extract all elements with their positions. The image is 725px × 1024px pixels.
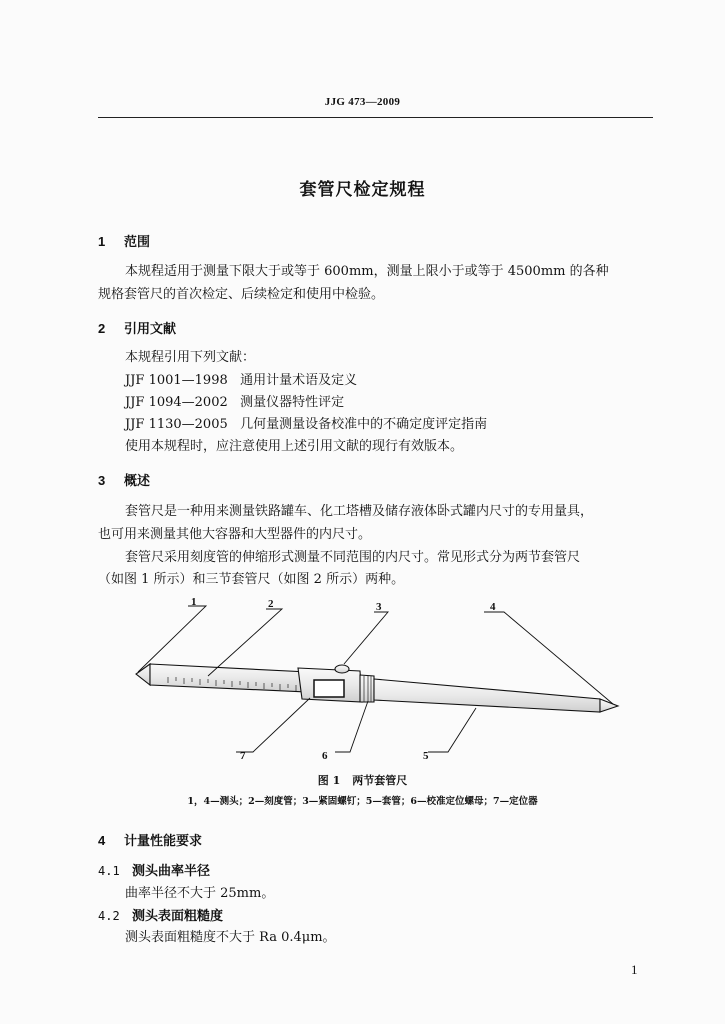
reference-name: 几何量测量设备校准中的不确定度评定指南 <box>240 417 488 432</box>
figure-caption <box>0 772 725 788</box>
figure-label-1: 1 <box>191 596 197 608</box>
document-title: 套管尺检定规程 <box>299 180 426 200</box>
section-title: 引用文献 <box>124 322 177 337</box>
subsection-4-2-heading <box>98 907 223 926</box>
page-header: JJG 473—2009 <box>324 96 401 108</box>
reference-name: 通用计量术语及定义 <box>240 373 358 388</box>
figure-label-6: 6 <box>322 750 328 762</box>
fastening-screw <box>335 665 349 673</box>
telescoping-rod-drawing <box>98 596 658 766</box>
paragraph: 使用本规程时，应注意使用上述引用文献的现行有效版本。 <box>125 439 464 454</box>
figure-number: 图 1 <box>317 774 341 787</box>
calibration-nut <box>360 675 374 702</box>
paragraph: 本规程适用于测量下限大于或等于 600mm，测量上限小于或等于 4500mm 的各种 <box>125 264 609 279</box>
reference-item <box>125 372 357 390</box>
figure-title: 两节套管尺 <box>352 774 408 787</box>
section-title: 范围 <box>124 235 151 250</box>
section-1-heading <box>98 231 150 250</box>
section-number: 3 <box>98 473 106 488</box>
figure-label-4: 4 <box>490 601 496 613</box>
figure-label-3: 3 <box>376 601 382 613</box>
figure-label-2: 2 <box>268 598 274 610</box>
locator-window <box>314 680 344 697</box>
paragraph: 套管尺是一种用来测量铁路罐车、化工塔槽及储存液体卧式罐内尺寸的专用量具， <box>125 504 594 519</box>
figure-label-7: 7 <box>240 750 246 762</box>
paragraph: （如图 1 所示）和三节套管尺（如图 2 所示）两种。 <box>98 572 405 587</box>
subsection-title: 测头曲率半径 <box>132 864 211 879</box>
paragraph: 本规程引用下列文献： <box>125 350 256 365</box>
figure-legend: 1，4—测头；2—刻度管；3—紧固螺钉；5—套管；6—校准定位螺母；7—定位器 <box>187 796 538 807</box>
header-rule <box>98 117 653 118</box>
subsection-4-1-heading <box>98 862 210 881</box>
reference-code: JJF 1094—2002 <box>125 395 228 410</box>
section-number: 1 <box>98 234 106 249</box>
paragraph: 规格套管尺的首次检定、后续检定和使用中检验。 <box>98 287 385 302</box>
page-number: 1 <box>631 962 638 977</box>
graduated-tube <box>150 664 308 692</box>
paragraph: 测头表面粗糙度不大于 Ra 0.4μm。 <box>125 930 336 945</box>
sleeve-tube <box>374 679 600 712</box>
figure-label-5: 5 <box>423 750 429 762</box>
reference-name: 测量仪器特性评定 <box>240 395 345 410</box>
paragraph: 曲率半径不大于 25mm。 <box>125 886 275 901</box>
section-number: 2 <box>98 321 106 336</box>
section-title: 计量性能要求 <box>124 834 203 849</box>
section-number: 4 <box>98 833 106 848</box>
section-3-heading <box>98 470 150 489</box>
paragraph: 套管尺采用刻度管的伸缩形式测量不同范围的内尺寸。常见形式分为两节套管尺 <box>125 550 581 565</box>
reference-item <box>125 416 487 434</box>
subsection-number: 4.2 <box>98 909 120 923</box>
section-2-heading <box>98 318 176 337</box>
reference-code: JJF 1001—1998 <box>125 373 228 388</box>
subsection-number: 4.1 <box>98 864 120 878</box>
section-4-heading <box>98 830 202 849</box>
figure-1 <box>98 596 658 766</box>
reference-code: JJF 1130—2005 <box>125 417 228 432</box>
paragraph: 也可用来测量其他大容器和大型器件的内尺寸。 <box>98 527 372 542</box>
subsection-title: 测头表面粗糙度 <box>132 909 224 924</box>
reference-item <box>125 394 344 412</box>
section-title: 概述 <box>124 474 151 489</box>
